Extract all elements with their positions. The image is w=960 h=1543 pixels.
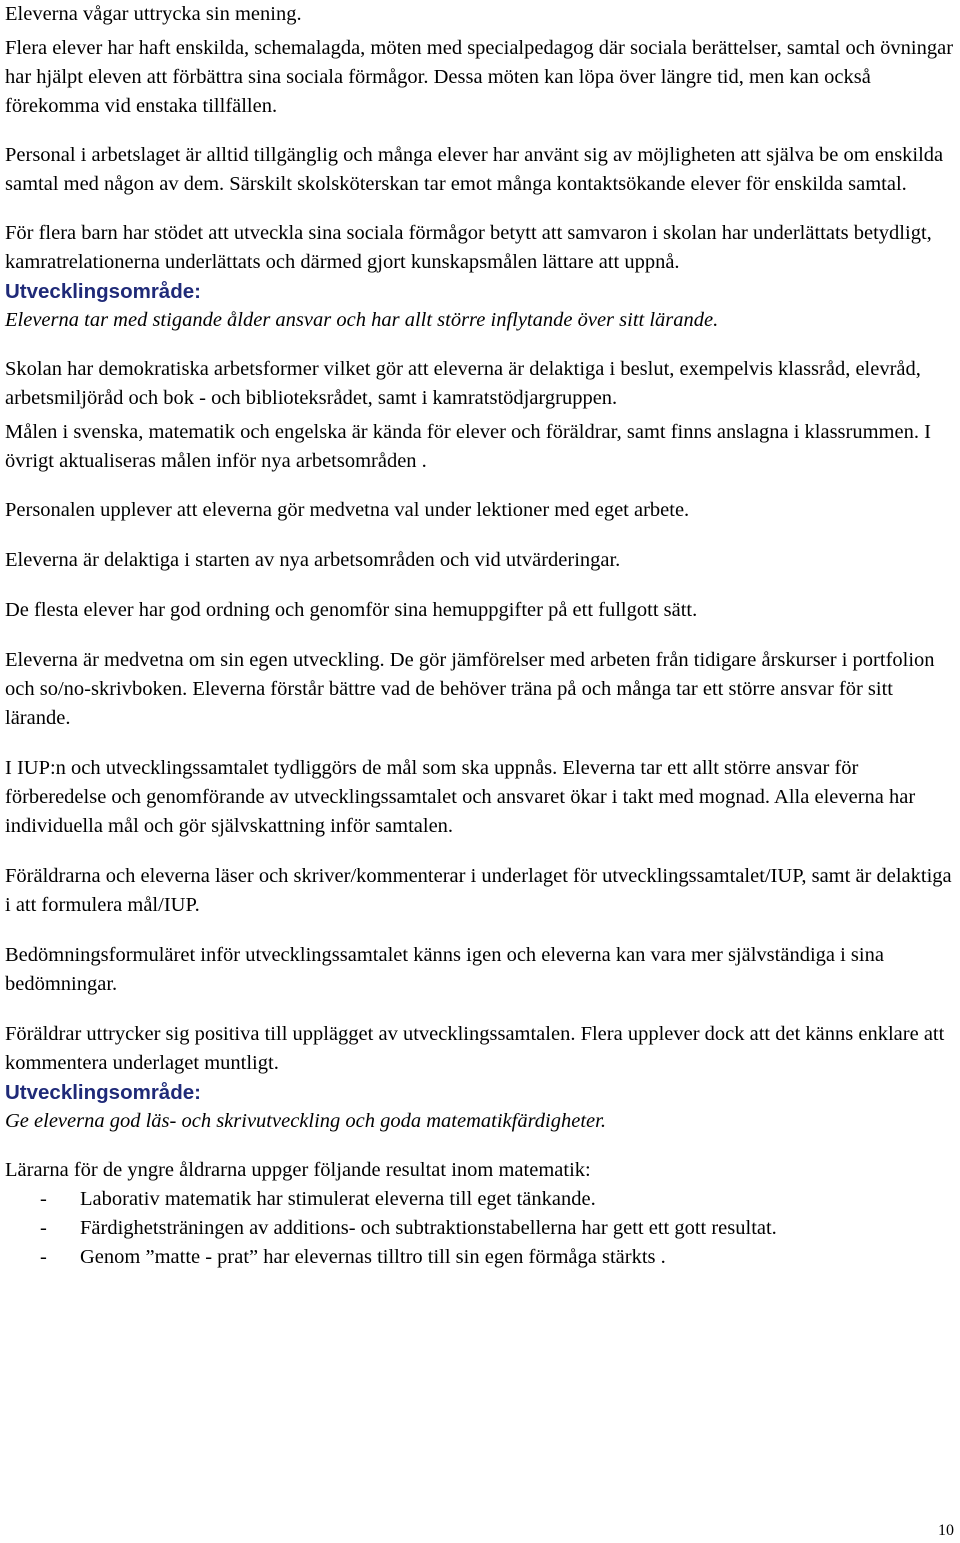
paragraph: Eleverna är medvetna om sin egen utveckling. De gör jämförelser med arbeten från tidigare årskurser i portfolion och so/no-skrivboken. Eleverna förstår bättre vad de behöver träna på och många tar ett större ansvar för sitt lärande. bbox=[5, 649, 935, 729]
list-item-text: Genom ”matte - prat” har elevernas tilltro till sin egen förmåga stärkts . bbox=[80, 1246, 666, 1268]
list-item bbox=[5, 1214, 957, 1243]
paragraph: Eleverna är delaktiga i starten av nya arbetsområden och vid utvärderingar. bbox=[5, 549, 621, 571]
list-item-text: Laborativ matematik har stimulerat eleverna till eget tänkande. bbox=[80, 1188, 596, 1210]
paragraph: Bedömningsformuläret inför utvecklingssamtalet känns igen och eleverna kan vara mer självständiga i sina bedömningar. bbox=[5, 944, 884, 995]
paragraph: För flera barn har stödet att utveckla sina sociala förmågor betytt att samvaron i skolan har underlättats betydligt, kamratrelationerna underlättats och därmed gjort kunskapsmålen lättare att uppnå. bbox=[5, 222, 932, 273]
paragraph: Målen i svenska, matematik och engelska är kända för elever och föräldrar, samt finns anslagna i klassrummen. I övrigt aktualiseras målen inför nya arbetsområden . bbox=[5, 421, 931, 472]
paragraph: Skolan har demokratiska arbetsformer vilket gör att eleverna är delaktiga i beslut, exempelvis klassråd, elevråd, arbetsmiljöråd och bok - och biblioteksrådet, samt i kamratstödjargruppen. bbox=[5, 358, 921, 409]
results-intro: Lärarna för de yngre åldrarna uppger följande resultat inom matematik: bbox=[5, 1159, 591, 1181]
paragraph: Föräldrar uttrycker sig positiva till upplägget av utvecklingssamtalen. Flera upplever dock att det känns enklare att kommentera underlaget muntligt. bbox=[5, 1023, 945, 1074]
paragraph: Flera elever har haft enskilda, schemalagda, möten med specialpedagog där sociala berättelser, samtal och övningar har hjälpt eleven att förbättra sina sociala förmågor. Dessa möten kan löpa över längre tid, men kan också förekomma vid enstaka tillfällen. bbox=[5, 37, 954, 117]
list-dash: - bbox=[40, 1246, 47, 1268]
paragraph: Personal i arbetslaget är alltid tillgänglig och många elever har använt sig av möjligheten att själva be om enskilda samtal med någon av dem. Särskilt skolsköterskan tar emot många kontaktsökande elever för enskilda samtal. bbox=[5, 144, 944, 195]
section-goal: Eleverna tar med stigande ålder ansvar och har allt större inflytande över sitt lärande. bbox=[5, 309, 719, 331]
paragraph: De flesta elever har god ordning och genomför sina hemuppgifter på ett fullgott sätt. bbox=[5, 599, 698, 621]
paragraph: Eleverna vågar uttrycka sin mening. bbox=[5, 3, 302, 25]
list-item bbox=[5, 1243, 957, 1272]
section-heading: Utvecklingsområde: bbox=[5, 280, 201, 303]
document-page bbox=[5, 0, 957, 1272]
paragraph: Föräldrarna och eleverna läser och skriver/kommenterar i underlaget för utvecklingssamtalet/IUP, samt är delaktiga i att formulera mål/IUP. bbox=[5, 865, 952, 916]
paragraph: I IUP:n och utvecklingssamtalet tydliggörs de mål som ska uppnås. Eleverna tar ett allt större ansvar för förberedelse och genomförande av utvecklingssamtalet och ansvaret ökar i takt med mognad. Alla eleverna har individuella mål och gör självskattning inför samtalen. bbox=[5, 757, 916, 837]
list-item-text: Färdighetsträningen av additions- och subtraktionstabellerna har gett ett gott resultat. bbox=[80, 1217, 777, 1239]
list-item bbox=[5, 1185, 957, 1214]
page-number: 10 bbox=[938, 1522, 954, 1539]
list-dash: - bbox=[40, 1217, 47, 1239]
results-list bbox=[5, 1185, 957, 1272]
paragraph: Personalen upplever att eleverna gör medvetna val under lektioner med eget arbete. bbox=[5, 499, 690, 521]
section-heading: Utvecklingsområde: bbox=[5, 1081, 201, 1104]
list-dash: - bbox=[40, 1188, 47, 1210]
section-goal: Ge eleverna god läs- och skrivutveckling och goda matematikfärdigheter. bbox=[5, 1110, 606, 1132]
